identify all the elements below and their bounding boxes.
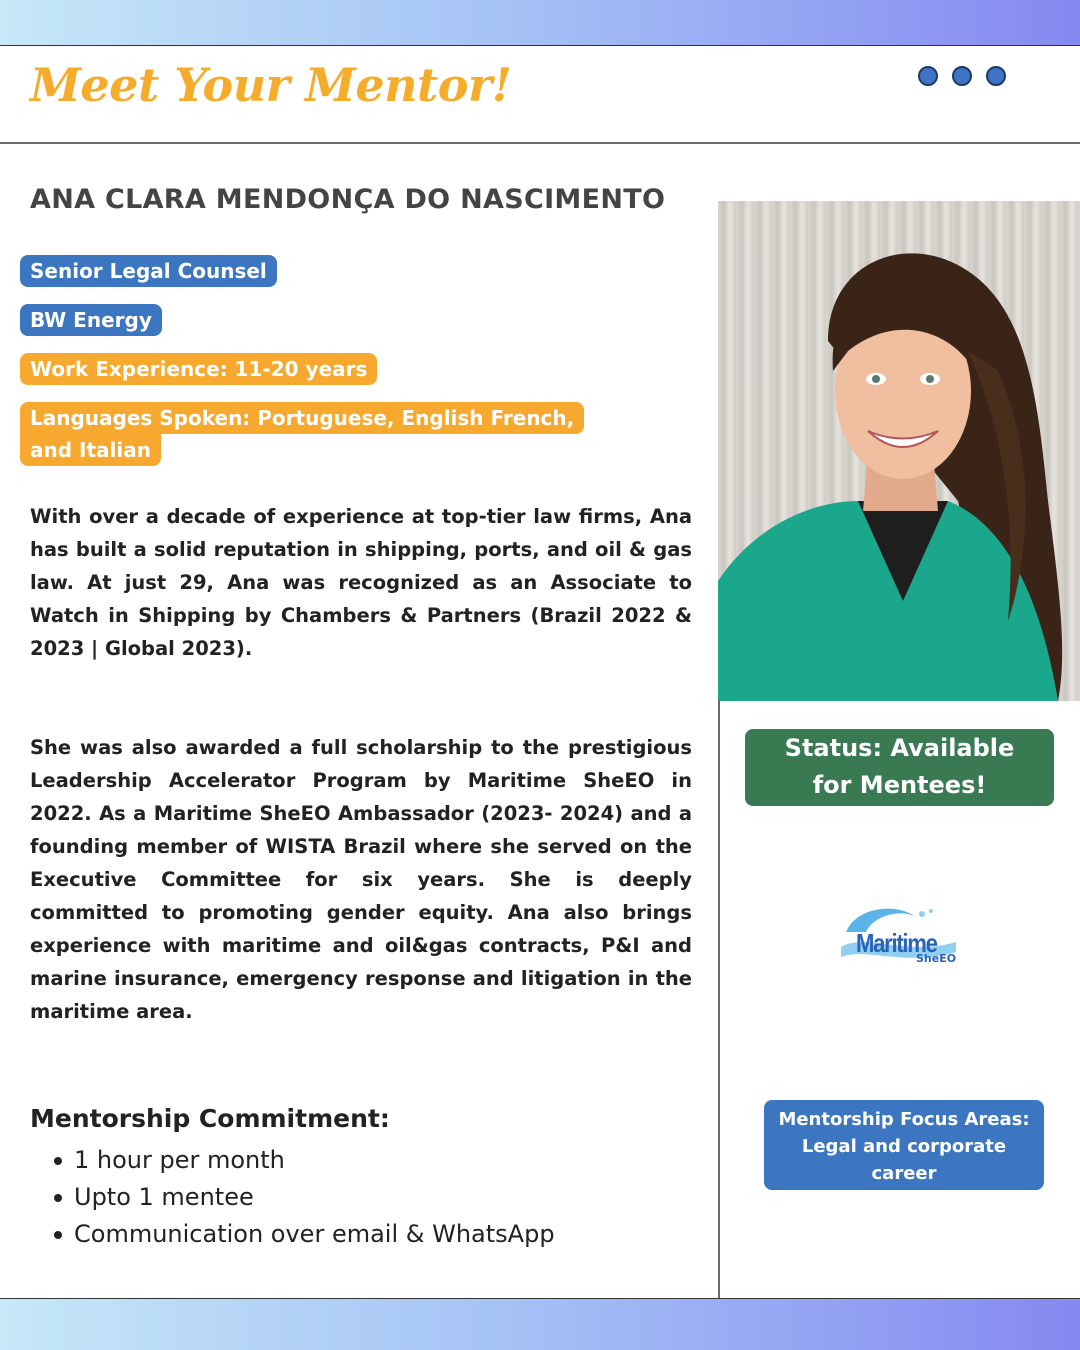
commitment-title: Mentorship Commitment: (30, 1104, 390, 1133)
company-tag: BW Energy (20, 304, 162, 336)
status-badge (745, 729, 1054, 806)
focus-line-1: Mentorship Focus Areas: (778, 1109, 1030, 1130)
dot-icon (986, 66, 1006, 86)
logo-wordmark: Maritime (856, 928, 937, 958)
bottom-gradient-band (0, 1298, 1080, 1350)
mentor-name: ANA CLARA MENDONÇA DO NASCIMENTO (30, 184, 666, 215)
role-tag: Senior Legal Counsel (20, 255, 277, 287)
bio-paragraph-1: With over a decade of experience at top-tier law firms, Ana has built a solid reputation in shipping, ports, and oil & gas law. At just 29, Ana was recognized as an Associate to Watch in Shipping by Chambers & Partners (Brazil 2022 & 2023 | Global 2023). (30, 505, 692, 660)
bio-paragraph-2: She was also awarded a full scholarship to the prestigious Leadership Accelerator Program by Maritime SheEO in 2022. As a Maritime SheEO Ambassador (2023- 2024) and a founding member of WISTA Brazil where she served on the Executive Committee for six years. She is deeply committed to promoting gender equity. Ana also brings experience with maritime and oil&gas contracts, P&I and marine insurance, emergency response and litigation in the maritime area. (30, 736, 692, 1023)
focus-line-2: Legal and corporate (801, 1136, 1007, 1157)
commitment-list (48, 1142, 555, 1253)
header-divider (0, 142, 1080, 144)
experience-tag: Work Experience: 11-20 years (20, 353, 377, 385)
maritime-sheeo-logo (836, 902, 966, 972)
languages-tag (20, 402, 584, 466)
list-item: Upto 1 mentee (48, 1179, 555, 1216)
portrait-illustration (718, 201, 1080, 701)
list-item: 1 hour per month (48, 1142, 555, 1179)
list-item: Communication over email & WhatsApp (48, 1216, 555, 1253)
page-title: Meet Your Mentor! (30, 58, 512, 112)
logo-subtitle: SheEO (916, 952, 957, 965)
focus-line-3: career (871, 1163, 937, 1184)
languages-line-1: Languages Spoken: Portuguese, English French, (20, 402, 584, 434)
top-gradient-band (0, 0, 1080, 46)
dot-icon (918, 66, 938, 86)
status-line-2: for Mentees! (812, 771, 987, 799)
column-divider (718, 700, 720, 1298)
status-line-1: Status: Available (784, 734, 1015, 762)
languages-line-2: and Italian (20, 434, 161, 466)
decorative-dots (918, 66, 1006, 86)
focus-areas-badge (764, 1100, 1044, 1190)
dot-icon (952, 66, 972, 86)
mentor-photo (718, 201, 1080, 701)
